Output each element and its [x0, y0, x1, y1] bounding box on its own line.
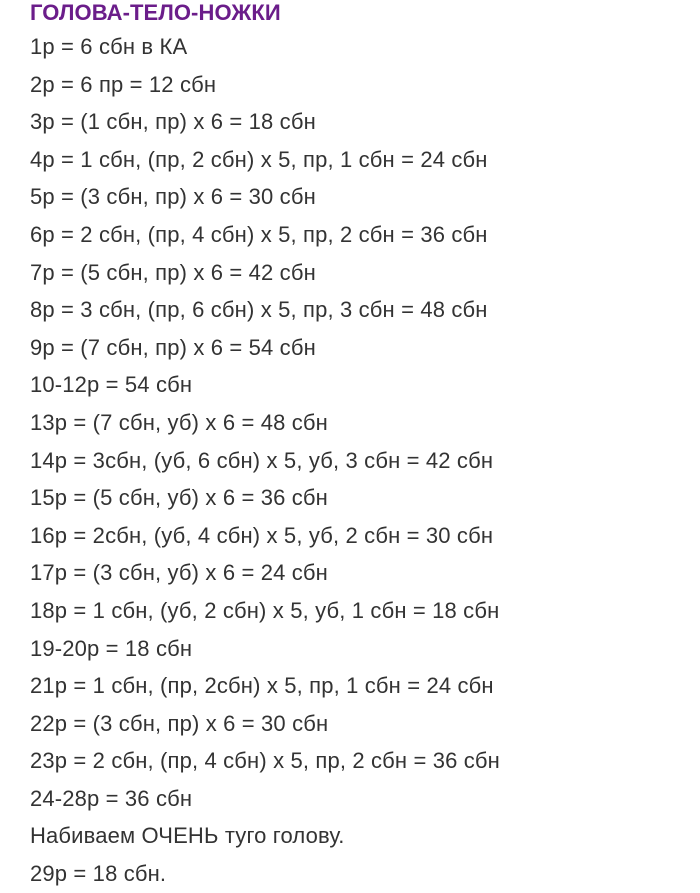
pattern-row: 1р = 6 сбн в КА	[30, 34, 188, 59]
pattern-row: 2р = 6 пр = 12 сбн	[30, 71, 217, 97]
pattern-row: 19-20р = 18 сбн	[30, 635, 193, 661]
pattern-row: 10-12р = 54 сбн	[30, 372, 193, 398]
pattern-row: 18р = 1 сбн, (уб, 2 сбн) х 5, уб, 1 сбн = 18 сбн	[30, 597, 500, 623]
pattern-row: 22р = (3 сбн, пр) х 6 = 30 сбн	[30, 710, 329, 736]
pattern-rows-list	[30, 28, 690, 893]
stuffing-note: Набиваем ОЧЕНЬ туго голову.	[30, 823, 345, 849]
pattern-row: 6р = 2 сбн, (пр, 4 сбн) х 5, пр, 2 сбн = 36 сбн	[30, 221, 488, 247]
pattern-document	[30, 0, 690, 893]
pattern-row: 23р = 2 сбн, (пр, 4 сбн) х 5, пр, 2 сбн = 36 сбн	[30, 748, 500, 774]
pattern-row: 4р = 1 сбн, (пр, 2 сбн) х 5, пр, 1 сбн = 24 сбн	[30, 146, 488, 172]
pattern-row: 9р = (7 сбн, пр) х 6 = 54 сбн	[30, 334, 316, 360]
pattern-row: 17р = (3 сбн, уб) х 6 = 24 сбн	[30, 560, 328, 586]
pattern-row: 15р = (5 сбн, уб) х 6 = 36 сбн	[30, 485, 328, 511]
pattern-row: 7р = (5 сбн, пр) х 6 = 42 сбн	[30, 259, 316, 285]
pattern-row: 14р = 3сбн, (уб, 6 сбн) х 5, уб, 3 сбн = 42 сбн	[30, 447, 494, 473]
pattern-row: 3р = (1 сбн, пр) х 6 = 18 сбн	[30, 109, 316, 135]
pattern-row: 21р = 1 сбн, (пр, 2сбн) х 5, пр, 1 сбн = 24 сбн	[30, 673, 494, 699]
pattern-row: 16р = 2сбн, (уб, 4 сбн) х 5, уб, 2 сбн = 30 сбн	[30, 522, 494, 548]
pattern-row: 13р = (7 сбн, уб) х 6 = 48 сбн	[30, 409, 328, 435]
pattern-row: 5р = (3 сбн, пр) х 6 = 30 сбн	[30, 184, 316, 210]
pattern-row: 8р = 3 сбн, (пр, 6 сбн) х 5, пр, 3 сбн = 48 сбн	[30, 297, 488, 323]
pattern-row: 29р = 18 сбн.	[30, 861, 167, 887]
section-title: ГОЛОВА-ТЕЛО-НОЖКИ	[30, 0, 281, 25]
pattern-row: 24-28р = 36 сбн	[30, 785, 193, 811]
